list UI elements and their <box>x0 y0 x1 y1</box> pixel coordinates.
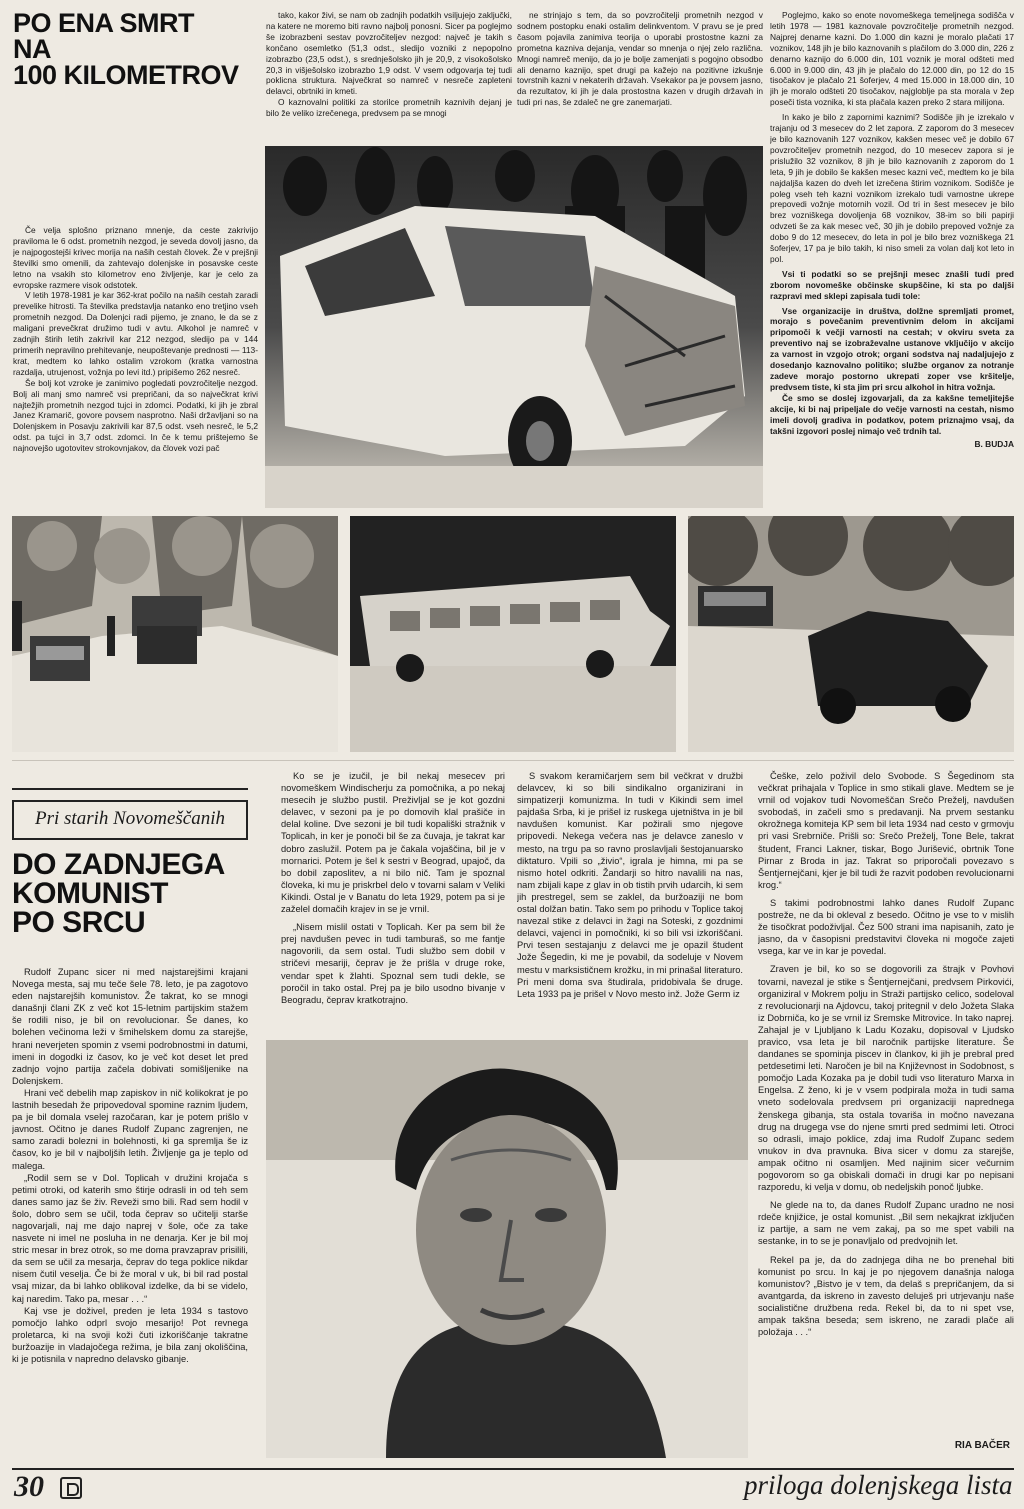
overturned-bus-photo <box>350 516 676 752</box>
paragraph: S takimi podrobnostmi lahko danes Rudolf Zupanc postreže, ne da bi okleval z besedo. Očitno je vse to v mislih že tisočkrat podoživljal. Čez 500 strani ima napisanih, zato je jasno, da v časopisni predstavitvi človeka ni mogoče zajeti vsega, kar ve in kar je povedal. <box>758 897 1014 957</box>
article2-col2 <box>281 770 505 1028</box>
paragraph: In kako je bilo z zapornimi kaznimi? Sodišče jih je izrekalo v trajanju od 3 mesecev do 2 let zapora. Z zaporom do 3 mesecev je bilo kaznovanih 127 voznikov, kakšen mesec več je dobilo 67 povzročiteljev prometnih nezgod, do 10 mesecev zapora si je prislužilo 32 voznikov, 8 jih je bilo kaznovanih z zaporom do 1 leta, 9 jih je dobilo še kakšen mesec kazni več, medtem ko je bila najdaljša kazen do dveh let izrečena štirim voznikom. Sodišče je poleg vseh teh kazni voznikom izrekalo tudi varnostne ukrepe prepovedi vožnje motornih vozil. Od tri in šest mesecev je bilo brez vozniškega dovoljenja 68 voznikov, 38-im so bili papirji odvzeti še za kak mesec več, 30 jih je dobilo prepoved vožnje za dobo 9 do 12 mesecev, do leta in pol je bilo brez vozniškega 21 šoferjev, 17 pa je bilo takih, ki niso smeli za volan dalj kot leto in pol. <box>770 112 1014 264</box>
article1-headline <box>13 10 258 88</box>
paragraph: Kaj vse je doživel, preden je leta 1934 s tastovo pomočjo lahko odprl svojo mesarijo! Pot revnega proletarca, ki na svoji koži čuti izkoriščanje takratne buržoazije in vladajočega režima, je bila zanj okoliščina, ki je potisnila v napredno delavsko gibanje. <box>12 1305 248 1364</box>
winter-road-photo <box>12 516 338 752</box>
article1-col2 <box>266 10 512 142</box>
dolenjski-list-logo-icon <box>60 1477 82 1499</box>
article2-headline <box>12 850 257 937</box>
paragraph: Rekel pa je, da do zadnjega diha ne bo prenehal biti komunist po srcu. In kaj je po njegovem današnja naloga komunistov? „Bistvo je v tem, da delaš s prepričanjem, da si avantgarda, da iskreno in zavesto deluješ pri utrjevanju naše socialistične družbena reda. Rekel bi, da to ni spet vse, ampak takšna beseda; sem iskreno, ne zaradi plače ali položaja . . .“ <box>758 1254 1014 1338</box>
headline-line: PO SRCU <box>12 906 146 939</box>
headline-line: DO ZADNJEGA <box>12 848 225 881</box>
paragraph: Poglejmo, kako so enote novomeškega temeljnega sodišča v letih 1978 — 1981 kaznovale povzročitelje prometnih nezgod. Najprej denarne kazni. Do 1.000 din kazni je moralo plačati 17 voznikov, 148 jih je bilo kaznovanih s plačilom do 3.000 din, 226 z denarno kaznijo do 6.000 din, 101 voznik je moral odšteti med 6.000 in 9.000 din, 43 jih je plačalo do 12.000 din, po 12 do 15 tisočakov je plačalo 21 šoferjev, 4 med 15.000 in 18.000 din, 10 jih je moralo odšteti 20 tisočakov, najgloblje pa sta morala v žep poseči tista voznika, ki sta plačala kazen preko 2 stara milijona. <box>770 10 1014 108</box>
paragraph: Če velja splošno priznano mnenje, da ceste zakrivijo praviloma le 6 odst. prometnih nezgod, je seveda dovolj jasno, da je najpogostejši krivec morija na naših cestah človek. Že v prejšnji številki smo omenili, da zahtevajo dolenjske in posavske ceste letno na vsakih sto kilometrov eno življenje, kar je celo za evropske razmere visok odstotek. <box>13 225 258 290</box>
headline-line: NA <box>13 34 51 64</box>
author-signature: B. BUDJA <box>974 439 1014 450</box>
paragraph: Ko se je izučil, je bil nekaj mesecev pri novomeškem Windischerju za pomočnika, a po nekaj mesecih je službo pustil. Preživljal se je kot gozdni delavec, v sezoni pa je po domovih klal prašiče in delal koline. Dve sezoni je bil tudi kopališki stražnik v Toplicah, in ker je ponoči bil še za čuvaja, je takrat kar dobro zaslužil. Potem pa je čakala vojaščina, bil je v mornarici. Potem je šel k sestri v Beograd, upajoč, da bo dobil zaposlitev, a ni bilo nič. Tam je spoznal človeka, ki mu je priskrbel delo v tovarni salam v Veliki Kikindi. Ostal je v Banatu do leta 1929, potem pa si je zaželel domačih krajev in se je vrnil. <box>281 771 505 915</box>
paragraph: Vsi ti podatki so se prejšnji mesec znašli tudi pred zborom novomeške občinske skupščine, ki sta po daljši razpravi med sklepi zapisala tudi tole: <box>770 268 1014 301</box>
paragraph: Če smo se doslej izgovarjali, da za kakšne temeljitejše akcije, ki bi naj pripeljale do večje varnosti na cestah, nismo imeli dovolj gradiva in podatkov, potem priznajmo vsaj, da takšni izgovori poslej nimajo več trdnih tal. <box>770 392 1014 436</box>
paragraph: V letih 1978-1981 je kar 362-krat počilo na naših cestah zaradi prevelike hitrosti. Ta številka predstavlja natanko eno tretjino vseh prometnih nezgod. Da Dolenjci radi pijemo, je znano, le da se z maligani prevečkrat družimo tudi v avtu. Alkohol je namreč v zadnjih štirih letih zakrivil kar 212 nezgod, sledijo pa v 144 primerih nepravilno prehitevanje, neupoštevanje prednosti — 113-krat, medtem ko lahko ostalim vzrokom (kratka varnostna razdalja, utrujenost, vožnja po levi itd.) pripišemo 262 nesreč. <box>13 290 258 377</box>
crash-car-photo <box>265 146 763 508</box>
article1-col4 <box>770 10 1014 505</box>
paragraph: „Rodil sem se v Dol. Toplicah v družini krojača s petimi otroki, od katerih smo štirje odrasli in od teh sem danes samo jaz še živ. Reveži smo bili. Rad sem hodil v šolo, dobro sem se učil, toda čeprav so učitelji starše nagovarjali, naj me dajo naprej v šole, oče za take nasvete ni imel ne posluha in ne denarja. Ker je bil moj stric mesar in brez otrok, so me doma pravzaprav prisilili, da sem se učil za mesarja, čeprav do tega poklice nikdar nisem čutil veselja. Če bi že moral v uk, bi bil rad postal vsaj mizar, da bi lahko oblikoval izdelke, da bi se videlo, kaj naredim. Tako pa, mesar . . .“ <box>12 1172 248 1304</box>
article1-col1 <box>13 225 258 510</box>
article2-col4 <box>758 770 1014 1436</box>
article2-col3 <box>517 770 743 1028</box>
paragraph: Še bolj kot vzroke je zanimivo pogledati povzročitelje nezgod. Bolj ali manj smo namreč vsi prepričani, da so največkrat krivi najtežjih prometnih nezgod tujci in zdomci. Podatki, ki jih je zbral Janez Kramarič, govore povsem nasprotno. Naši državljani so na Dolenjskem in Posavju zakrivili kar 87,5 odst. vseh nesreč, le 5,2 odst. pa tujci in 3,7 odst. zdomci. In če k temu prištejemo še najnovejšo ugotovitev strokovnjakov, da človek vozi pač <box>13 377 258 454</box>
portrait-photo <box>266 1040 748 1458</box>
article2-col1 <box>12 966 248 1452</box>
paragraph: tako, kakor živi, se nam ob zadnjih podatkih vsiljujejo zaključki, na katere ne moremo biti ravno najbolj ponosni. Sicer pa poglejmo še izobrazbeni sestav povzročiteljev nezgod: največ je takih s končano osemletko (51,3 odst., sledijo vozniki z nepopolno izobrazbo (23,5 odst.), s srednješolsko jih je 20,9, z visokošolsko 20,3 in višješolsko izobrazbo 1,9 odst. V vsem odgovarja tej tudi poklicna struktura. Največkrat so namreč v nesreče zapleteni delavci, obrtniki in kmeti. <box>266 10 512 97</box>
paragraph: „Nisem mislil ostati v Toplicah. Ker pa sem bil že prej navdušen pevec in tudi tamburaš, so me fantje nagovorili, da sem ostal. Tudi službo sem dobil v stričevi mesariji, čeprav je že prišla v druge roke, vendar spet k žlahti. Spoznal sem tudi dekle, se poročil in tako ostal. Prej pa je bilo usodno bivanje v Beogradu, čeprav kratkotrajno. <box>281 922 505 1005</box>
publication-title: priloga dolenjskega lista <box>744 1470 1013 1500</box>
paragraph: Ne glede na to, da danes Rudolf Zupanc uradno ne nosi rdeče knjižice, je ostal komunist. „Bil sem nekajkrat izključen iz partije, a sam ne vem zakaj, pa so me spet vabili na sestanke, in to se je ponavljalo od predvojnih let. <box>758 1200 1014 1247</box>
car-collision-photo <box>688 516 1014 752</box>
headline-line: 100 KILOMETROV <box>13 60 239 90</box>
paragraph: Hrani več debelih map zapiskov in nič kolikokrat je po lastnih besedah že pripovedoval spomine raznim ljudem, pa je bil domala vselej razočaran, kar je potem prišlo v javnost. Očitno je danes Rudolf Zupanc zagrenjen, ne samo zaradi bolezni in bolehnosti, ki ga spremlja še iz časov, ko je bil v najboljših letih. Življenje ga je teplo od malega. <box>12 1087 248 1171</box>
headline-line: KOMUNIST <box>12 877 168 910</box>
paragraph: S svakom keramičarjem sem bil večkrat v družbi delavcev, ki so bili sindikalno organizirani in simpatizerji komunizma. In tudi v Kikindi sem imel pajdaša Srba, ki je prišel iz ruskega ujetništva in je bil navdušen komunist. Kar požirali smo njegove pripovedi. Nekega večera nas je delavce zaneslo v mesto, na trgu pa so ravno proslavljali šestojanuarsko diktaturo. Vpili so „živio“, igrala je himna, mi pa se nismo hotel odkriti. Žandarji so hitro navalili na nas, nam zbijali kape z glav in ob tistih prvih udarcih, ki sem jih prestregel, sem se zaklel, da buržoaziji ne bom ostal dolžan batin. Tako sem po prihodu v Toplice takoj navezal stike z delavci in žagi na Soteski, z gozdnimi delavci, vajenci in pomočniki, ki so bili vsi izkoriščani. Prvi tesen sestajanju z delavci me je opazil študent Jože Šegedin, ki me je povabil, da sodeluje v Novem mestu v marksističnem krožku, in mi prinašal literaturo. Pri meni doma sva študirala, pridobivala še druge. Leta 1933 pa je prišel v Novo mesto inž. Jože Germ iz <box>517 771 743 999</box>
article1-col3 <box>517 10 763 142</box>
headline-line: PO ENA SMRT <box>13 8 195 38</box>
paragraph: O kaznovalni politiki za storilce prometnih kaznivih dejanj je bilo že veliko izrečenega, predvsem pa se mnogi <box>266 97 512 119</box>
column-kicker-box: Pri starih Novomeščanih <box>12 800 248 840</box>
page-number: 30 <box>14 1470 44 1503</box>
paragraph: ne strinjajo s tem, da so povzročitelji prometnih nezgod v sodnem postopku enaki ostalim delinkventom. V pravu se je pred časom pojavila zanimiva teorija o uporabi prostostne kazni za prometna kazniva dejanja, vendar so mnenja o njej zelo različna. Mnogi namreč menijo, da jo je bolje zamenjati s pogojno obsodbo ali denarno kaznijo, spet drugi pa kažejo na pozitivne izkušnje tovrstnih kazni v nekaterih državah. Vsekakor pa je povsem jasno, da rezultatov, ki jih je dala prostostna kazen v drugih državah in tudi pri nas, še zdaleč ne gre zanemarjati. <box>517 10 763 108</box>
paragraph: Zraven je bil, ko so se dogovorili za štrajk v Povhovi tovarni, navezal je stike s Šentjernejčani, predvsem Pirkovići, organiziral v Mokrem polju in Straži partijsko celico, sodeloval z revolucionarji na Ajdovcu, takoj pritegnil v delo Jožeta Slaka iz Dobrniča, ko je se vrnil iz Sremske Mitrovice. In tako naprej. Zahajal je v Ljubljano k Ladu Kozaku, dopisoval v Ljudsko pravico, vsa leta je bil naročnik partijske literature. Še dandanes se spominja piscev in člankov, ki jih je prebral pred petdesetimi leti. Naročen je bil na Književnost in Sodobnost, s pomočjo Lada Kozaka pa je dobil tudi vso literaturo Marxa in Engelsa. Z ženo, ki je v vsem podpirala moža in tudi sama vneto sodelovala predvsem pri organizaciji naprednega ženskega gibanja, sta ostala tovariša in močno navezana drug na drugega vse do njene smrti pred sedmimi leti. Otroci so odrasli, imajo poklice, zdaj ima Rudolf Zupanc sedem vnukov in dva pravnuka. Biva sicer v domu za starejše, ampak očitno ni osamljen. Med najinim sicer večurnim pogovorom so ga obiskali domači in drugi kar po nepisani razporedu, ki velja v domu, ob nedeljskih ponoč ljubke. <box>758 964 1014 1193</box>
section-divider <box>12 760 1014 761</box>
paragraph: Češke, zelo poživil delo Svobode. S Šegedinom sta večkrat prihajala v Toplice in smo stikali glave. Medtem se je vrnil od vojakov tudi Novomeščan Srečo Preželj, navdušen svobodaš, in začeli smo s predavanji. Na prvem sestanku okrožnega komiteja KP sem bil leta 1934 nad cesto v grmovju pri vasi Srebrniče. Prišli so: Srečo Preželj, Tone Bele, takrat študent, Franci Lakner, tiskar, Bogo Jurišević, obrtnik Tone Pirnar z Broda in jaz. Takrat so priporočali povezavo s Šentjernejčani, kjer je bil tudi že razvit podoben revolucionarni krog.“ <box>758 771 1014 890</box>
author-signature: RIA BAČER <box>954 1440 1010 1451</box>
rule <box>12 788 248 790</box>
paragraph: Vse organizacije in društva, dolžne spremljati promet, morajo s povečanim preventivnim delom in akcijami pripomoči k večji varnosti na cestah; v okviru sveta za preventivo naj se izobraževalne ustanove vključijo v akcijo za varnost in vzgojo otrok; organi sodstva naj nadaljujejo z dosedanjo kaznovalno politiko; službe organov za notranje zadeve morajo postorno ukrepati zoper vse kršitelje, predvsem tiste, ki sta jim pri srcu alkohol in hitra vožnja. <box>770 305 1014 392</box>
paragraph: Rudolf Zupanc sicer ni med najstarejšimi krajani Novega mesta, saj mu teče šele 78. leto, je pa zagotovo eden najstarejših komunistov. Že takrat, ko se mnogi današnji člani ZK z več kot 15-letnim partijskim stažem še rodili niso, je bil on revolucionar. Še danes, ko bolehen večinoma leži v šmihelskem domu za starejše, hrani neverjeten spomin z vsemi podrobnostmi in datumi, imeni in dogodki iz časov, ko je več kot deset let pred zadnjo vojno partija začela dobivati somišljenike na Dolenjskem. <box>12 967 248 1086</box>
